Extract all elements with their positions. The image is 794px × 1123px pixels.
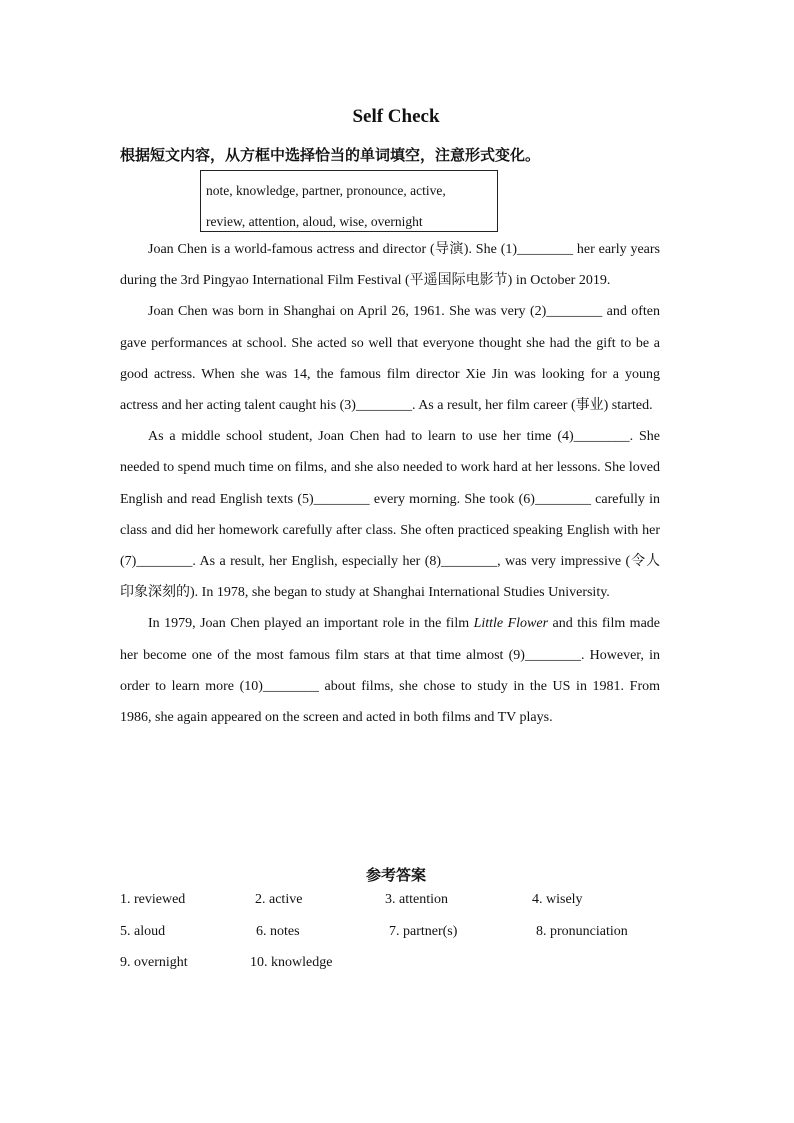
word-bank-line-1: note, knowledge, partner, pronounce, active, — [206, 183, 446, 198]
answer-item: 1. reviewed — [120, 892, 186, 907]
blank-6[interactable]: (6)________ — [518, 491, 591, 507]
blank-8[interactable]: (8)________ — [424, 554, 498, 570]
blank-9[interactable]: (9)________ — [508, 647, 581, 663]
film-title: Little Flower — [473, 616, 549, 632]
answer-key-title: 参考答案 — [365, 866, 426, 884]
answer-item: 10. knowledge — [250, 955, 333, 970]
text-run: Joan Chen is a world-famous actress and director (导演). She — [148, 242, 501, 257]
answer-item: 6. notes — [256, 924, 300, 939]
blank-3[interactable]: (3)________ — [339, 398, 412, 414]
page-title: Self Check — [352, 106, 440, 127]
answer-item: 5. aloud — [120, 924, 166, 939]
word-bank-line-2: review, attention, aloud, wise, overnight — [206, 214, 423, 229]
text-run: . However, in order to learn more — [120, 647, 660, 694]
blank-10[interactable]: (10)________ — [239, 678, 319, 694]
paragraph-3 — [120, 421, 660, 608]
answer-item: 9. overnight — [120, 955, 188, 970]
answer-item: 3. attention — [385, 892, 448, 907]
text-run: As a middle school student, Joan Chen had to learn to use her time — [148, 429, 558, 445]
blank-7[interactable]: (7)________ — [120, 554, 193, 570]
text-run: carefully in class and did her homework carefully after class. She often practiced speaking English with her — [120, 491, 660, 538]
paragraph-2 — [120, 296, 660, 421]
text-run: about films, she chose to study in the US in 1981. From 1986, she again appeared on the screen and acted in both films and TV plays. — [120, 678, 660, 726]
text-run: . She needed to spend much time on films, and she also needed to work hard at her lessons. She loved English and read English texts — [120, 429, 660, 507]
text-run: and often gave performances at school. She acted so well that everyone thought she had the gift to be a good actress. When she was 14, the famous film director Xie Jin was looking for a young actress and her acting talent caught his — [120, 304, 660, 414]
paragraph-1 — [120, 234, 660, 296]
blank-4[interactable]: (4)________ — [557, 429, 630, 445]
text-run: her early years during the 3rd Pingyao International Film Festival (平遥国际电影节) in October 2019. — [120, 242, 660, 289]
text-run: , was very impressive (令人印象深刻的). In 1978, she began to study at Shanghai International Studies University. — [120, 554, 660, 601]
text-run: . As a result, her film career (事业) started. — [411, 398, 653, 414]
paragraph-4 — [120, 608, 660, 733]
blank-2[interactable]: (2)________ — [529, 304, 603, 320]
answer-item: 8. pronunciation — [536, 924, 628, 939]
instruction-text: 根据短文内容，从方框中选择恰当的单词填空，注意形式变化。 — [120, 146, 541, 164]
reading-passage — [120, 234, 660, 733]
word-bank-box — [200, 170, 498, 232]
text-run: . As a result, her English, especially her — [192, 554, 425, 570]
answer-item: 4. wisely — [532, 892, 583, 907]
text-run: Joan Chen was born in Shanghai on April 26, 1961. She was very — [148, 304, 530, 320]
text-run: every morning. She took — [369, 491, 519, 507]
text-run: and this film made her become one of the most famous film stars at that time almost — [120, 616, 661, 663]
blank-1[interactable]: (1)________ — [500, 242, 574, 257]
answer-item: 2. active — [255, 892, 303, 907]
text-run: In 1979, Joan Chen played an important role in the film — [148, 616, 474, 632]
answer-item: 7. partner(s) — [389, 924, 458, 939]
blank-5[interactable]: (5)________ — [297, 491, 370, 507]
